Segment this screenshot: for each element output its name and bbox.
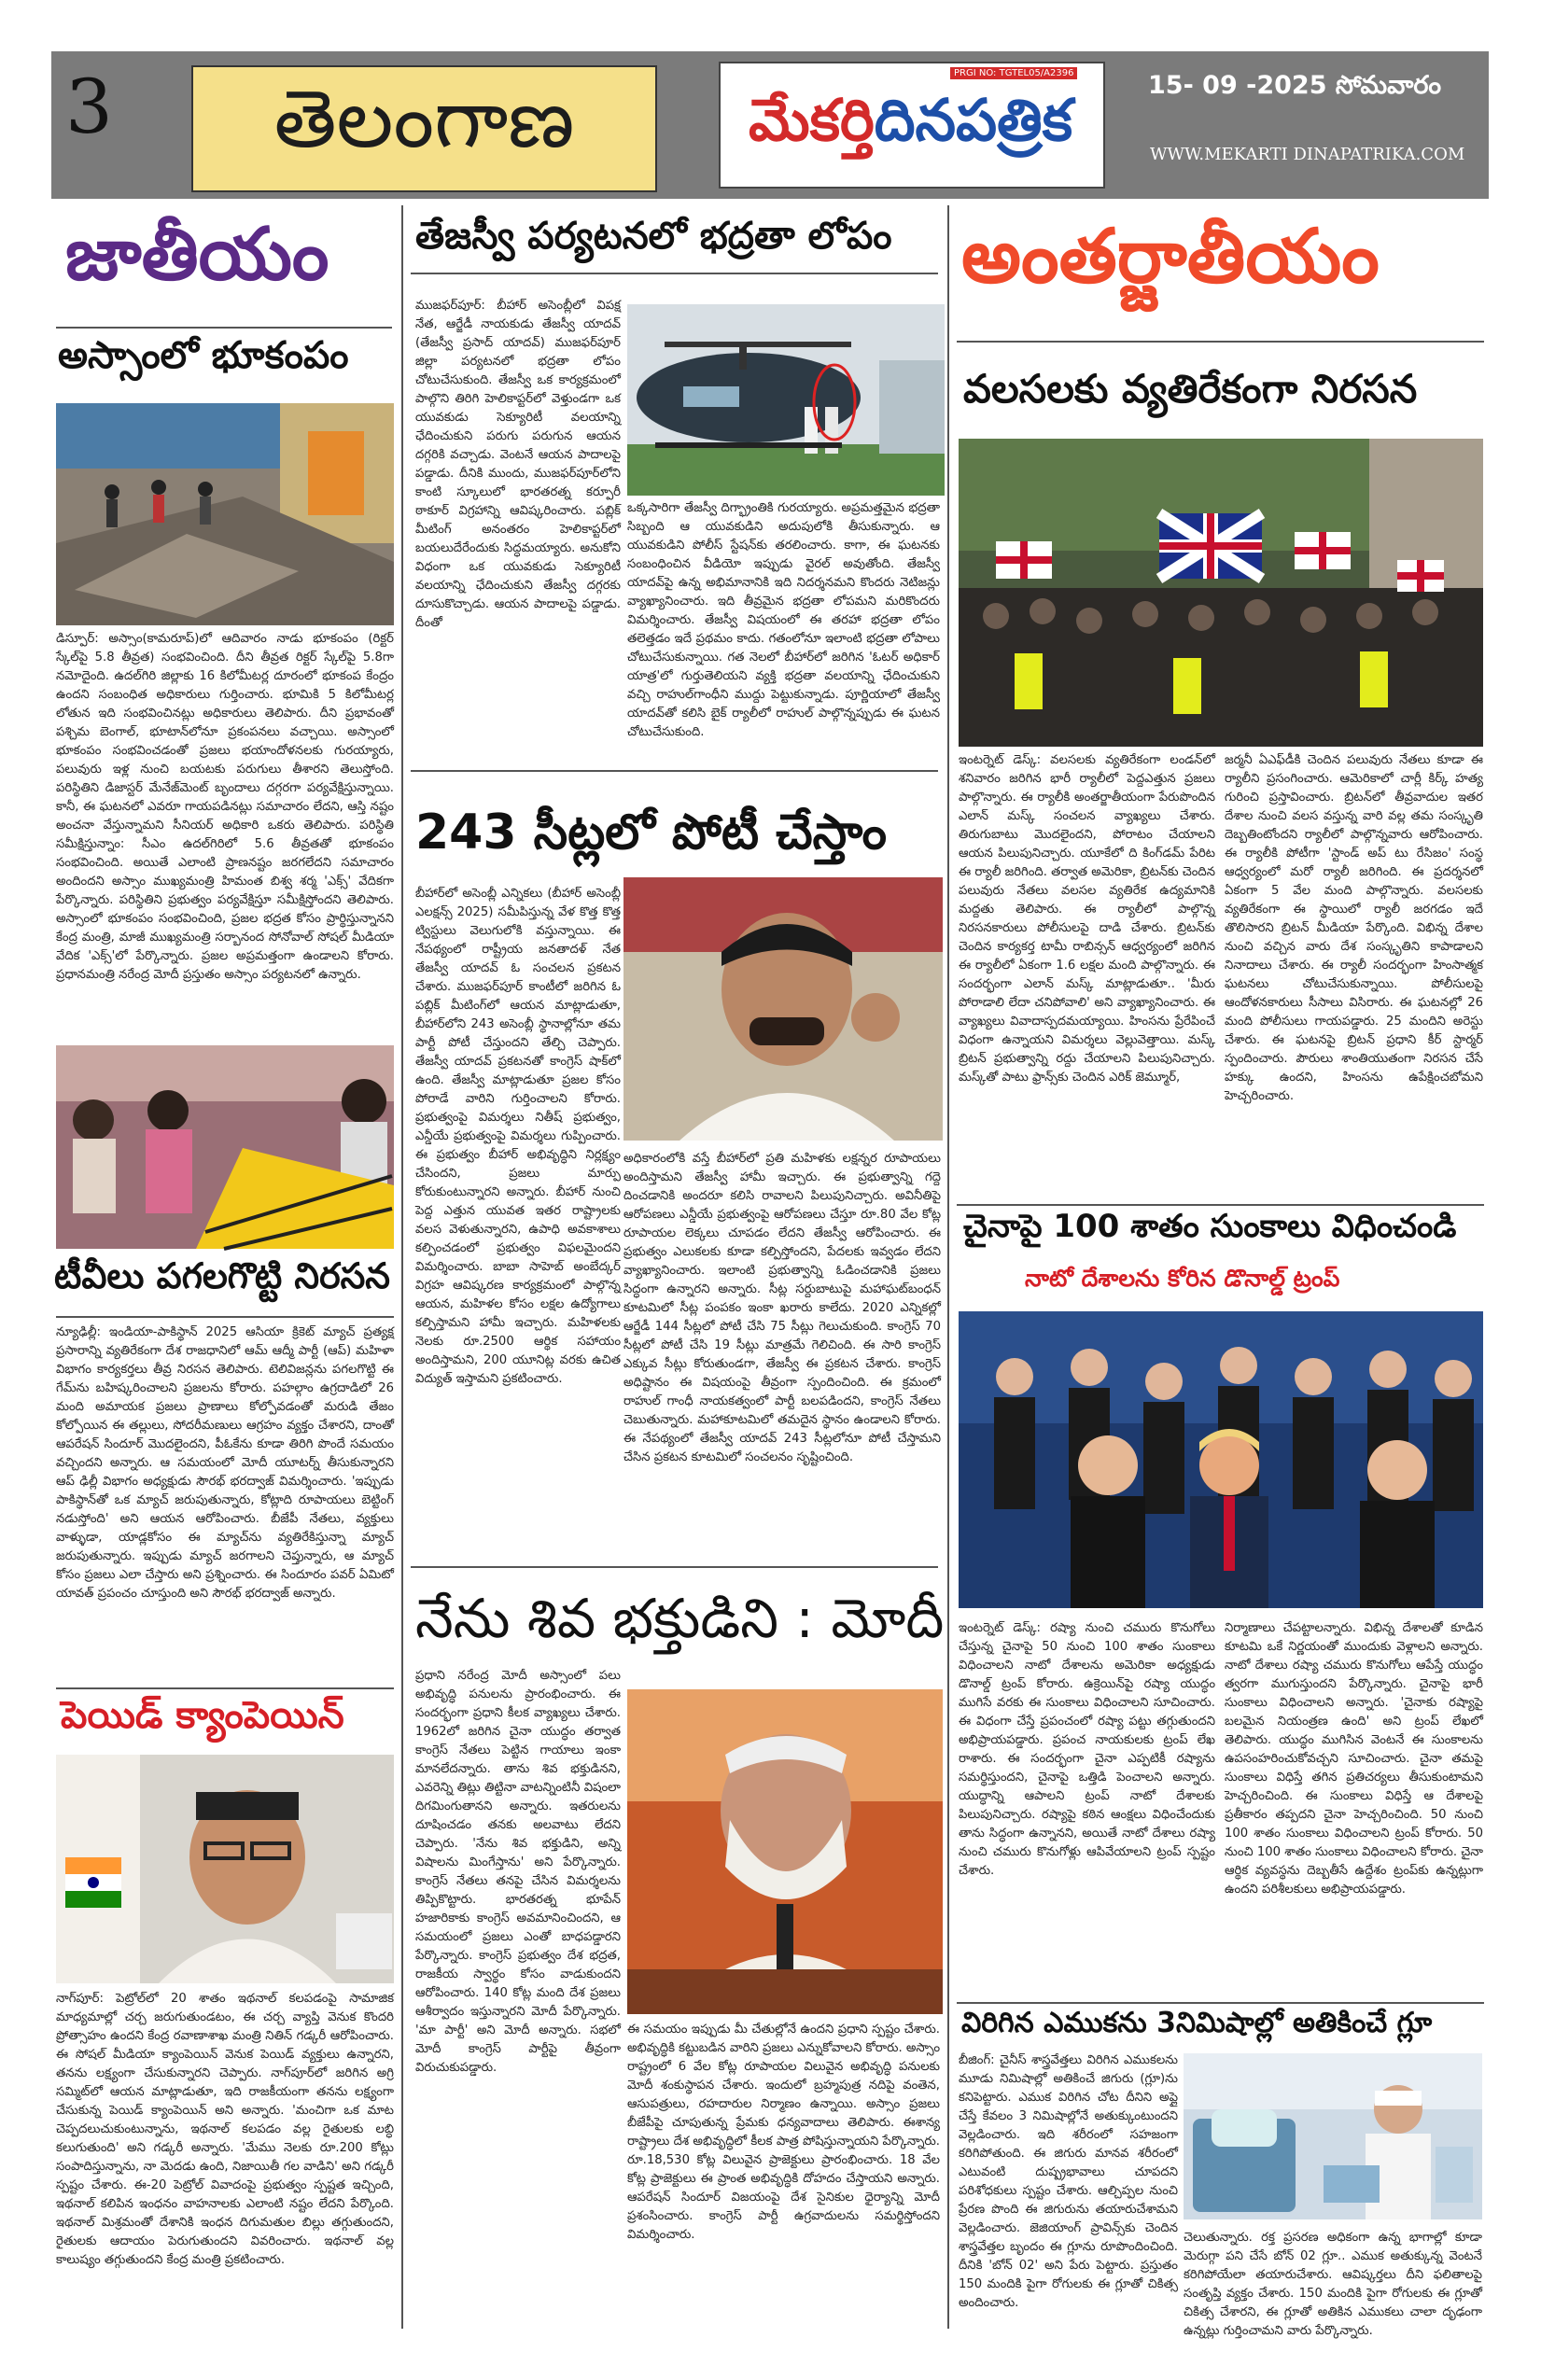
headline-assam-earthquake[interactable]: అస్సాంలో భూకంపం: [58, 334, 349, 377]
headline-anti-immigration-protest[interactable]: వలసలకు వ్యతిరేకంగా నిరసన: [963, 366, 1418, 412]
headline-paid-campaign[interactable]: పెయిడ్ క్యాంపెయిన్: [61, 1694, 344, 1737]
section-label-national: జాతీయం: [65, 213, 329, 297]
column-divider-left: [401, 205, 403, 2329]
story-body-anti-immigration-left: ఇంటర్నెట్ డెస్క్: వలసలకు వ్యతిరేకంగా లండన్‌లో శనివారం జరిగిన భారీ ర్యాలీలో పెద్దఎత్తున ప్రజలు పాల్గొన్నారు. ఈ ర్యాలీకి అంతర్జాతీయంగా పేరుపొందిన ఎలాన్ మస్క్ సంచలన వ్యాఖ్యలు చేశారు. తిరుగుబాటు మొదలైందని, పోరాటం చేయాలని ఆయన పిలుపునిచ్చారు. యూకేలో ది కింగ్‌డమ్ పేరిట ఈ ర్యాలీ జరిగింది. తర్వాత అమెరికా, బ్రిటన్‌కు చెందిన పలువురు నేతలు వలసల వ్యతిరేక ఉద్యమానికి మద్దతు తెలిపారు. ఈ ర్యాలీలో పాల్గొన్న నిరసనకారులు పోలీసులపై దాడి చేశారు. బ్రిటన్‌కు చెందిన కార్యకర్త టామీ రాబిన్సన్ ఆధ్వర్యంలో జరిగిన ఈ ర్యాలీలో ఏకంగా 1.6 లక్షల మంది పాల్గొన్నారు. ఈ సందర్భంగా ఎలాన్ మస్క్ మాట్లాడుతూ.. 'మీరు పోరాడాలి లేదా చనిపోవాలి' అని వ్యాఖ్యానించారు. ఈ వ్యాఖ్యలు వివాదాస్పదమయ్యాయి. హింసను ప్రేరేపించే విధంగా ఉన్నాయని విమర్శలు వెల్లువెత్తాయి. మస్క్ బ్రిటన్ ప్రభుత్వాన్ని రద్దు చేయాలని పిలుపునిచ్చారు. మస్క్‌తో పాటు ఫ్రాన్స్‌కు చెందిన ఎరిక్ జెమ్మూర్,: [959, 753, 1215, 1085]
story-body-tejaswi-security-left: ముజఫర్‌పూర్: బీహార్ అసెంబ్లీలో విపక్ష నేత, ఆర్జేడీ నాయకుడు తేజస్వీ యాదవ్ (తేజస్వీ ప్రసాద్ యాదవ్) ముజఫర్‌పూర్ జిల్లా పర్యటనలో భద్రతా లోపం చోటుచేసుకుంది. తేజస్వీ ఒక కార్యక్రమంలో పాల్గొని తిరిగి హెలికాప్టర్‌లో వెళ్తుండగా ఒక యువకుడు సెక్యూరిటీ వలయాన్ని ఛేదించుకుని పరుగు పరుగున ఆయన దగ్గరికి వచ్చాడు. వెంటనే ఆయన పాదాలపై పడ్డాడు. దీనికి ముందు, ముజఫర్‌పూర్‌లోని కాంటి స్కూలులో భారతరత్న కర్పూరీ ఠాకూర్ విగ్రహాన్ని ఆవిష్కరించారు. పబ్లిక్ మీటింగ్ అనంతరం హెలికాప్టర్‌లో బయలుదేరేందుకు సిద్ధమయ్యారు. అనుకోని విధంగా ఒక యువకుడు సెక్యూరిటీ వలయాన్ని ఛేదించుకుని తేజస్వీ దగ్గరకు దూసుకొచ్చాడు. ఆయన పాదాలపై పడ్డాడు. దీంతో: [415, 299, 621, 630]
divider: [957, 2002, 1484, 2004]
logo-part-2: దినపత్రిక: [874, 86, 1072, 154]
divider: [957, 1204, 1484, 1206]
story-body-paid-campaign: నాగ్‌పూర్: పెట్రోల్‌లో 20 శాతం ఇథనాల్ కలపడంపై సామాజిక మాధ్యమాల్లో చర్చ జరుగుతుండటం, ఈ చర్చ వ్యాప్తి వెనుక కొందరి ప్రోత్సాహం ఉందని కేంద్ర రవాణాశాఖ మంత్రి నితిన్ గడ్కరీ ఆరోపించారు. ఈ సోషల్ మీడియా క్యాంపెయిన్ వెనుక పెయిడ్ వ్యక్తులు ఉన్నారని, తనను లక్ష్యంగా చేసుకున్నారని చెప్పారు. నాగ్‌పూర్‌లో జరిగిన అగ్రి సమ్మిట్‌లో ఆయన మాట్లాడుతూ, ఇది రాజకీయంగా తనను లక్ష్యంగా చేసుకున్న పెయిడ్ క్యాంపెయిన్ అని అన్నారు. 'మంచిగా ఒక మాట చెప్పదలుచుకుంటున్నాను, ఇథనాల్ కలపడం వల్ల రైతులకు లబ్ధి కలుగుతుంది' అని గడ్కరీ అన్నారు. 'మేము నెలకు రూ.200 కోట్లు సంపాదిస్తున్నాను, నా మెదడు ఉంది, నిజాయితీ గల వాడిని' అని గడ్కరీ స్పష్టం చేశారు. ఈ-20 పెట్రోల్ వివాదంపై ప్రభుత్వం స్పష్టత ఇచ్చింది, ఇథనాల్ కలిపిన ఇంధనం వాహనాలకు ఎలాంటి నష్టం లేదని పేర్కొంది. ఇథనాల్ మిశ్రమంతో దేశానికి ఇంధన దిగుమతుల బిల్లు తగ్గుతుందని, రైతులకు ఆదాయం పెరుగుతుందని వివరించారు. ఇథనాల్ వల్ల కాలుష్యం తగ్గుతుందని కేంద్ర మంత్రి ప్రకటించారు.: [56, 1992, 394, 2267]
headline-china-tariffs[interactable]: చైనాపై 100 శాతం సుంకాలు విధించండి: [963, 1208, 1457, 1245]
divider: [957, 341, 1484, 343]
story-body-tejaswi-security-right: ఒక్కసారిగా తేజస్వీ దిగ్భ్రాంతికి గురయ్యారు. అప్రమత్తమైన భద్రతా సిబ్బంది ఆ యువకుడిని అదుపులోకి తీసుకున్నారు. ఆ యువకుడిని పోలీస్ స్టేషన్‌కు తరలించారు. కాగా, ఈ ఘటనకు సంబంధించిన వీడియో ఇప్పుడు వైరల్ అవుతోంది. తేజస్వీ యాదవ్‌పై ఉన్న అభిమానానికి ఇది నిదర్శనమని కొందరు నెటిజన్లు వ్యాఖ్యానించారు. ఇది తీవ్రమైన భద్రతా లోపమని మరికొందరు విమర్శించారు. తేజస్వీ విషయంలో ఈ తరహా భద్రతా లోపం తలెత్తడం ఇదే ప్రథమం కాదు. గతంలోనూ ఇలాంటి భద్రతా లోపాలు చోటుచేసుకున్నాయి. గత నెలలో బీహార్‌లో జరిగిన 'ఓటర్ అధికార్ యాత్ర'లో గుర్తుతెలియని వ్యక్తి భద్రతా వలయాన్ని ఛేదించుకుని వచ్చి రాహుల్‌గాంధీని ముద్దు పెట్టుకున్నాడు. పూర్ణియాలో తేజస్వీ యాదవ్‌తో కలిసి బైక్ ర్యాలీలో రాహుల్ పాల్గొన్నప్పుడు ఈ ఘటన చోటుచేసుకుంది.: [627, 501, 940, 739]
story-body-tv-protest: న్యూఢిల్లీ: ఇండియా-పాకిస్థాన్ 2025 ఆసియా క్రికెట్ మ్యాచ్ ప్రత్యక్ష ప్రసారాన్ని వ్యతిరేకంగా దేశ రాజధానిలో ఆమ్ ఆద్మీ పార్టీ (ఆప్) మహిళా విభాగం కార్యకర్తలు తీవ్ర నిరసన తెలిపారు. టెలివిజన్లను పగలగొట్టి ఈ గేమ్‌ను బహిష్కరించాలని ప్రజలను కోరారు. పహల్గాం ఉగ్రదాడిలో 26 మంది అమాయక ప్రజలు ప్రాణాలు కోల్పోవడంతో మరుడి తేజం కోల్పోయిన ఈ తల్లులు, సోదరీమణులు ఆగ్రహం వ్యక్తం చేశారని, దాంతో ఆపరేషన్ సిందూర్ మొదలైందని, పీఓకేను కూడా తిరిగి పొందే సమయం వచ్చిందని అన్నారు. ఆ సమయంలో మోదీ యూటర్న్ తీసుకున్నారని ఆప్ ఢిల్లీ విభాగం అధ్యక్షుడు సౌరభ్ భరద్వాజ్ విమర్శించారు. 'ఇప్పుడు పాకిస్థాన్‌తో ఒక మ్యాచ్ జరుపుతున్నారు, కోట్లాది రూపాయలు బెట్టింగ్ నడుస్తోంది' అని ఆయన ఆరోపించారు. బీజేపీ నేతలు, వ్యక్తులు వాళ్ళుడా, యాడ్లకోసం ఈ మ్యాచ్‌ను వ్యతిరేకిస్తున్నా మ్యాచ్ జరుపుతున్నారు. ఇప్పుడు మ్యాచ్ జరగాలని చెప్తున్నారు, ఆ మ్యాచ్ కోసం ప్రజలు ఎలా చేస్తారు అని ప్రశ్నించారు. ఈ సిందూరం పవర్ ఏమిటో యావత్ ప్రపంచం చూస్తుంది అని సౌరభ్ భరద్వాజ్ అన్నారు.: [56, 1325, 394, 1601]
section-label-international: అంతర్జాతీయం: [961, 213, 1380, 300]
story-body-bone-glue-left: బీజింగ్: చైనీస్ శాస్త్రవేత్తలు విరిగిన ఎముకలను మూడు నిమిషాల్లో అతికించే జిగురు (గ్లూ)ను కనిపెట్టారు. ఎముక విరిగిన చోట దీనిని అప్లై చేస్తే కేవలం 3 నిమిషాల్లోనే అతుక్కుంటుందని వెల్లడించారు. ఇది శరీరంలో సహజంగా కరిగిపోతుంది. ఈ జిగురు మానవ శరీరంలో ఎటువంటి దుష్ప్రభావాలు చూపదని పరిశోధకులు స్పష్టం చేశారు. ఆల్చిప్పల నుంచి ప్రేరణ పొంది ఈ జిగురును తయారుచేశామని వెల్లడించారు. జెజియాంగ్ ప్రావిన్స్‌కు చెందిన శాస్త్రవేత్తల బృందం ఈ గ్లూను రూపొందించింది. దీనికి 'బోన్ 02' అని పేరు పెట్టారు. ప్రస్తుతం 150 మందికి పైగా రోగులకు ఈ గ్లూతో చికిత్స అందించారు.: [959, 2053, 1178, 2310]
logo-part-1: మేకర్తి: [749, 86, 875, 154]
photo-nato-leaders: [959, 1311, 1483, 1608]
photo-earthquake-debris: [56, 403, 394, 625]
headline-tejaswi-security[interactable]: తేజస్వీ పర్యటనలో భద్రతా లోపం: [415, 215, 892, 258]
headline-bone-glue[interactable]: విరిగిన ఎముకను 3నిమిషాల్లో అతికించే గ్లూ: [961, 2007, 1433, 2039]
story-body-china-tariffs-left: ఇంటర్నెట్ డెస్క్: రష్యా నుంచి చమురు కొనుగోలు చేస్తున్న చైనాపై 50 నుంచి 100 శాతం సుంకాలు విధించాలని నాటో దేశాలను అమెరికా అధ్యక్షుడు డొనాల్డ్ ట్రంప్ కోరారు. ఉక్రెయిన్‌పై రష్యా యుద్ధం ముగిసే వరకు ఈ సుంకాలు విధించాలని సూచించారు. ఈ విధంగా చేస్తే ప్రపంచంలో రష్యా పట్టు తగ్గుతుందని అభిప్రాయపడ్డారు. ప్రపంచ నాయకులకు ట్రంప్ లేఖ రాశారు. ఈ సందర్భంగా చైనా ఎప్పటికీ రష్యాను సమర్థిస్తుందని, చైనాపై ఒత్తిడి పెంచాలని అన్నారు. యుద్ధాన్ని ఆపాలని ట్రంప్ నాటో దేశాలకు పిలుపునిచ్చారు. రష్యాపై కఠిన ఆంక్షలు విధించేందుకు తాను సిద్ధంగా ఉన్నానని, అయితే నాటో దేశాలు రష్యా నుంచి చమురు కొనుగోళ్లు ఆపివేయాలని ట్రంప్ స్పష్టం చేశారు.: [959, 1621, 1215, 1878]
column-divider-right: [947, 205, 949, 2329]
story-body-shiva-devotee-left: ప్రధాని నరేంద్ర మోదీ అస్సాంలో పలు అభివృద్ధి పనులను ప్రారంభించారు. ఈ సందర్భంగా ప్రధాని కీలక వ్యాఖ్యలు చేశారు. 1962లో జరిగిన చైనా యుద్ధం తర్వాత కాంగ్రెస్ నేతలు పెట్టిన గాయాలు ఇంకా మానలేదన్నారు. తాను శివ భక్తుడినని, ఎవరెన్ని తిట్లు తిట్టినా వాటన్నింటినీ విషంలా దిగమింగుతానని అన్నారు. ఇతరులను దూషించడం తనకు అలవాటు లేదని చెప్పారు. 'నేను శివ భక్తుడిని, అన్ని విషాలను మింగేస్తాను' అని పేర్కొన్నారు. కాంగ్రెస్ నేతలు తనపై చేసిన విమర్శలను తిప్పికొట్టారు. భారతరత్న భూపేన్ హజారికాకు కాంగ్రెస్ అవమానించిందని, ఆ సమయంలో ప్రజలు ఎంతో బాధపడ్డారని పేర్కొన్నారు. కాంగ్రెస్ ప్రభుత్వం దేశ భద్రత, రాజకీయ స్వార్థం కోసం వాడుకుందని ఆరోపించారు. 140 కోట్ల మంది దేశ ప్రజలు ఆశీర్వాదం ఇస్తున్నారని మోదీ పేర్కొన్నారు. 'మా పార్టీ' అని మోదీ అన్నారు. సభలో మోదీ కాంగ్రెస్ పార్టీపై తీవ్రంగా విరుచుకుపడ్డారు.: [415, 1669, 621, 2075]
divider: [411, 273, 938, 274]
story-body-anti-immigration-right: జర్మనీ ఏఎఫ్‌డీకి చెందిన పలువురు నేతలు కూడా ఈ ర్యాలీని ప్రసంగించారు. ఆమెరికాలో చార్లీ కిర్క్ హత్య గురించి ప్రస్తావించారు. బ్రిటన్‌లో తీవ్రవాదుల ఇతర దేశాల నుంచి వలస వస్తున్న వారి వల్ల తమ సంస్కృతి దెబ్బతింటోందని ర్యాలీలో పాల్గొన్నవారు ఆరోపించారు. ఈ ర్యాలీకి పోటీగా 'స్టాండ్ అప్ టు రేసిజం' సంస్థ ఆధ్వర్యంలో మరో ర్యాలీ జరిగింది. ఈ ప్రదర్శనలో ఏకంగా 5 వేల మంది పాల్గొన్నారు. వలసలకు వ్యతిరేకంగా ఈ స్థాయిలో ర్యాలీ జరగడం ఇదే తొలిసారని బ్రిటన్ మీడియా పేర్కొంది. విభిన్న దేశాల నుంచి వచ్చిన వారు దేశ సంస్కృతిని కాపాడాలని నినాదాలు చేశారు. ఈ ర్యాలీ సందర్భంగా హింసాత్మక ఘటనలు చోటుచేసుకున్నాయి. పోలీసులపై ఆందోళనకారులు సీసాలు విసిరారు. ఈ ఘటనల్లో 26 మంది పోలీసులు గాయపడ్డారు. 25 మందిని అరెస్టు చేశారు. ఈ ఘటనపై బ్రిటన్ ప్రధాని కీర్ స్టార్మర్ స్పందించారు. పౌరులు శాంతియుతంగా నిరసన చేసే హక్కు ఉందని, హింసను ఉపేక్షించబోమని హెచ్చరించారు.: [1225, 753, 1483, 1103]
divider: [56, 327, 392, 329]
divider: [411, 770, 938, 772]
story-body-bone-glue-right: చెలుతున్నారు. రక్త ప్రసరణ అధికంగా ఉన్న భాగాల్లో కూడా మెరుగ్గా పని చేసే బోన్ 02 గ్లూ.. ఎముక అతుక్కున్న వెంటనే కరిగిపోయేలా తయారుచేశారు. ఆవిష్కర్తలు దీని ఫలితాలపై సంతృప్తి వ్యక్తం చేశారు. 150 మందికి పైగా రోగులకు ఈ గ్లూతో చికిత్స చేశారని, ఈ గ్లూతో అతికిన ఎముకలు చాలా దృఢంగా ఉన్నట్లు గుర్తించామని వారు పేర్కొన్నారు.: [1184, 2231, 1482, 2338]
headline-shiva-devotee[interactable]: నేను శివ భక్తుడిని : మోదీ: [415, 1587, 945, 1650]
divider: [56, 1316, 394, 1318]
prgi-number: PRGI NO: TGTEL05/A2396: [950, 67, 1077, 79]
divider: [411, 1566, 938, 1568]
story-body-china-tariffs-right: నిర్మాణాలు చేపట్టాలన్నారు. విభిన్న దేశాలతో కూడిన కూటమి ఒకే నిర్ణయంతో ముందుకు వెళ్లాలని అన్నారు. నాటో దేశాలు రష్యా చమురు కొనుగోలు ఆపేస్తే యుద్ధం త్వరగా ముగుస్తుందని పేర్కొన్నారు. చైనాపై భారీ సుంకాలు విధించాలని అన్నారు. 'చైనాకు రష్యాపై బలమైన నియంత్రణ ఉంది' అని ట్రంప్ లేఖలో తెలిపారు. యుద్ధం ముగిసిన వెంటనే ఈ సుంకాలను ఉపసంహరించుకోవచ్చని సూచించారు. చైనా తమపై సుంకాలు విధిస్తే తగిన ప్రతిచర్యలు తీసుకుంటామని హెచ్చరించింది. ఈ సుంకాలు విధిస్తే ఆ దేశాలపై ప్రతీకారం తప్పదని చైనా హెచ్చరించింది. 50 నుంచి 100 శాతం సుంకాలు విధించాలని ట్రంప్ కోరారు. 50 నుంచి 100 శాతం సుంకాలు విధించాలని కోరారు. చైనా ఆర్థిక వ్యవస్థను దెబ్బతీసే ఉద్దేశం ట్రంప్‌కు ఉన్నట్లుగా ఉందని పరిశీలకులు అభిప్రాయపడ్డారు.: [1225, 1621, 1483, 1897]
headline-243-seats[interactable]: 243 సీట్లలో పోటీ చేస్తాం: [415, 805, 888, 861]
divider: [56, 1687, 394, 1689]
story-body-243-seats-right: అధికారంలోకి వస్తే బీహార్‌లో ప్రతి మహిళకు లక్షన్నర రూపాయలు అందిస్తామని తేజస్వీ హామీ ఇచ్చారు. ఈ ప్రభుత్వాన్ని గద్దె దించడానికి అందరూ కలిసి రావాలని పిలుపునిచ్చారు. అవినీతిపై ఆరోపణలు ఎన్డీయే ప్రభుత్వంపై ఆరోపణలు చేస్తూ రూ.80 వేల కోట్ల రూపాయల లెక్కలు చూపడం లేదని తేజస్వీ ఆరోపించారు. ఈ ప్రభుత్వం ఎలుకలకు కూడా కల్పిస్తోందని, పేదలకు ఇవ్వడం లేదని వ్యాఖ్యానించారు. ఇలాంటి ప్రభుత్వాన్ని ఓడించడానికి ప్రజలు సిద్ధంగా ఉన్నారని అన్నారు. సీట్ల సర్దుబాటుపై మహాఘట్‌బంధన్ కూటమిలో సీట్ల పంపకం ఇంకా ఖరారు కాలేదు. 2020 ఎన్నికల్లో ఆర్జేడీ 144 సీట్లలో పోటీ చేసి 75 సీట్లు గెలుచుకుంది. కాంగ్రెస్ 70 సీట్లలో పోటీ చేసి 19 సీట్లు మాత్రమే గెలిచింది. ఈ సారి కాంగ్రెస్ ఎక్కువ సీట్లు కోరుతుండగా, తేజస్వీ ఈ ప్రకటన చేశారు. కాంగ్రెస్ అధిష్టానం ఈ విషయంపై తీవ్రంగా స్పందించింది. ఈ క్రమంలో రాహుల్ గాంధీ నాయకత్వంలో పార్టీ బలపడిందని, కాంగ్రెస్ నేతలు చెబుతున్నారు. మహాకూటమిలో తమదైన స్థానం ఉండాలని కోరారు. ఈ నేపథ్యంలో తేజస్వీ యాదవ్ 243 సీట్లలోనూ పోటీ చేస్తామని చేసిన ప్రకటన కూటమిలో సంచలనం సృష్టించింది.: [623, 1152, 941, 1464]
photo-modi-speech: [627, 1689, 943, 2014]
photo-london-rally: [959, 439, 1483, 747]
photo-helicopter: [627, 304, 945, 496]
website-url[interactable]: WWW.MEKARTI DINAPATRIKA.COM: [1150, 145, 1465, 164]
story-body-shiva-devotee-right: ఈ సమయం ఇప్పుడు మీ చేతుల్లోనే ఉందని ప్రధాని స్పష్టం చేశారు. అభివృద్ధికి కట్టుబడిన వారిని ప్రజలు ఎన్నుకోవాలని కోరారు. అస్సాం రాష్ట్రంలో 6 వేల కోట్ల రూపాయల విలువైన అభివృద్ధి పనులకు మోదీ శంకుస్థాపన చేశారు. ఇందులో బ్రహ్మపుత్ర నదిపై వంతెన, ఆసుపత్రులు, రహదారుల నిర్మాణం ఉన్నాయి. అస్సాం ప్రజలు బీజేపీపై చూపుతున్న ప్రేమకు ధన్యవాదాలు తెలిపారు. ఈశాన్య రాష్ట్రాలు దేశ అభివృద్ధిలో కీలక పాత్ర పోషిస్తున్నాయని పేర్కొన్నారు. రూ.18,530 కోట్ల విలువైన ప్రాజెక్టులు ప్రారంభించారు. 18 వేల కోట్ల ప్రాజెక్టులు ఈ ప్రాంత అభివృద్ధికి దోహదం చేస్తాయని అన్నారు. ఆపరేషన్ సిందూర్ విజయంపై దేశ సైనికుల ధైర్యాన్ని మోదీ ప్రశంసించారు. కాంగ్రెస్ పార్టీ ఉగ్రవాదులను సమర్థిస్తోందని విమర్శించారు.: [627, 2023, 940, 2242]
story-body-assam-earthquake: డిస్పూర్: అస్సాం(కామరూప్)లో ఆదివారం నాడు భూకంపం (రిక్టర్ స్కేల్‌పై 5.8 తీవ్రత) సంభవించింది. దీని తీవ్రత రిక్టర్ స్కేల్‌పై 5.8గా నమోదైంది. ఉదల్‌గిరి జిల్లాకు 16 కిలోమీటర్ల దూరంలో భూకంప కేంద్రం ఉందని సంబంధిత అధికారులు గుర్తించారు. భూమికి 5 కిలోమీటర్ల లోతున ఇది సంభవించినట్లు అధికారులు తెలిపారు. దీని ప్రభావంతో పశ్చిమ బెంగాల్, భూటాన్‌లోనూ ప్రకంపనలు వచ్చాయి. అస్సాంలో భూకంపం సంభవించడంతో ప్రజలు భయాందోళనలకు గురయ్యారు, పలువురు ఇళ్ల నుంచి బయటకు పరుగులు తీశారని తెలుస్తోంది. పరిస్థితిని డిజాస్టర్ మేనేజ్‌మెంట్ బృందాలు దగ్గరగా పర్యవేక్షిస్తున్నాయి. కానీ, ఈ ఘటనలో ఎవరూ గాయపడినట్లు సమాచారం లేదని, ఆస్తి నష్టం అంచనా వేస్తున్నామని సీనియర్ అధికారి ఒకరు తెలిపారు. పరిస్థితి సమీక్షిస్తున్నాం: సీఎం ఉదల్‌గిరిలో 5.6 తీవ్రతతో భూకంపం సంభవించింది. అయితే ఎలాంటి ప్రాణనష్టం జరగలేదని సమాచారం అందిందని అస్సాం ముఖ్యమంత్రి హిమంత బిశ్వ శర్మ 'ఎక్స్' వేదికగా పేర్కొన్నారు. పరిస్థితిని ప్రభుత్వం పర్యవేక్షిస్తూ సమీక్షిస్తోందని తెలిపారు. అస్సాంలో భూకంపం సంభవించింది, ప్రజల భద్రత కోసం ప్రార్థిస్తున్నానని కేంద్ర మంత్రి, మాజీ ముఖ్యమంత్రి సర్బానంద సోనోవాల్ సోషల్ మీడియా వేదిక 'ఎక్స్'లో పేర్కొన్నారు. ప్రజల అప్రమత్తంగా ఉండాలని కోరారు. ప్రధానమంత్రి నరేంద్ర మోదీ ప్రస్తుతం అస్సాం పర్యటనలో ఉన్నారు.: [56, 632, 394, 982]
headline-tv-protest[interactable]: టీవీలు పగలగొట్టి నిరసన: [54, 1255, 390, 1296]
story-body-243-seats-left: బీహార్‌లో అసెంబ్లీ ఎన్నికలు (బీహార్ అసెంబ్లీ ఎలక్షన్స్ 2025) సమీపిస్తున్న వేళ కొత్త కొత్త ట్విస్టులు వెలుగులోకి వస్తున్నాయి. ఈ నేపథ్యంలో రాష్ట్రీయ జనతాదళ్ నేత తేజస్వీ యాదవ్ ఓ సంచలన ప్రకటన చేశారు. ముజఫర్‌పూర్ కాంటీలో జరిగిన ఓ పబ్లిక్ మీటింగ్‌లో ఆయన మాట్లాడుతూ, బీహార్‌లోని 243 అసెంబ్లీ స్థానాల్లోనూ తమ పార్టీ పోటీ చేస్తుందని తేల్చి చెప్పారు. తేజస్వీ యాదవ్ ప్రకటనతో కాంగ్రెస్ షాక్‌లో ఉంది. తేజస్వీ మాట్లాడుతూ ప్రజల కోసం పోరాడే వారిని గుర్తించాలని కోరారు. ప్రభుత్వంపై విమర్శలు నితీష్ ప్రభుత్వం, ఎన్డీయే ప్రభుత్వంపై విమర్శలు గుప్పించారు. ఈ ప్రభుత్వం బీహార్ అభివృద్ధిని నిర్లక్ష్యం చేసిందని, ప్రజలు మార్పు కోరుకుంటున్నారని అన్నారు. బీహార్ నుంచి పెద్ద ఎత్తున యువత ఇతర రాష్ట్రాలకు వలస వెళుతున్నారని, ఉపాధి అవకాశాలు కల్పించడంలో ప్రభుత్వం విఫలమైందని విమర్శించారు. బాబా సాహెబ్ అంబేద్కర్ విగ్రహ ఆవిష్కరణ కార్యక్రమంలో పాల్గొన్న ఆయన, మహిళల కోసం లక్షల ఉద్యోగాలు కల్పిస్తామని హామీ ఇచ్చారు. మహిళలకు నెలకు రూ.2500 ఆర్థిక సహాయం అందిస్తామని, 200 యూనిట్ల వరకు ఉచిత విద్యుత్ ఇస్తామని ప్రకటించారు.: [415, 887, 621, 1386]
subheadline-china-tariffs: నాటో దేశాలను కోరిన డొనాల్డ్ ట్రంప్: [1025, 1265, 1340, 1292]
photo-gadkari: [56, 1755, 394, 1983]
photo-bone-glue-research: [1184, 2053, 1482, 2219]
photo-protest-barricade: [56, 1045, 394, 1249]
dateline: 15- 09 -2025 సోమవారం: [1148, 71, 1442, 100]
newspaper-logo-text: [726, 86, 1095, 168]
section-state-title: తెలంగాణ: [191, 65, 657, 192]
photo-tejaswi-yadav: [623, 877, 943, 1141]
page-number: 3: [65, 63, 113, 150]
